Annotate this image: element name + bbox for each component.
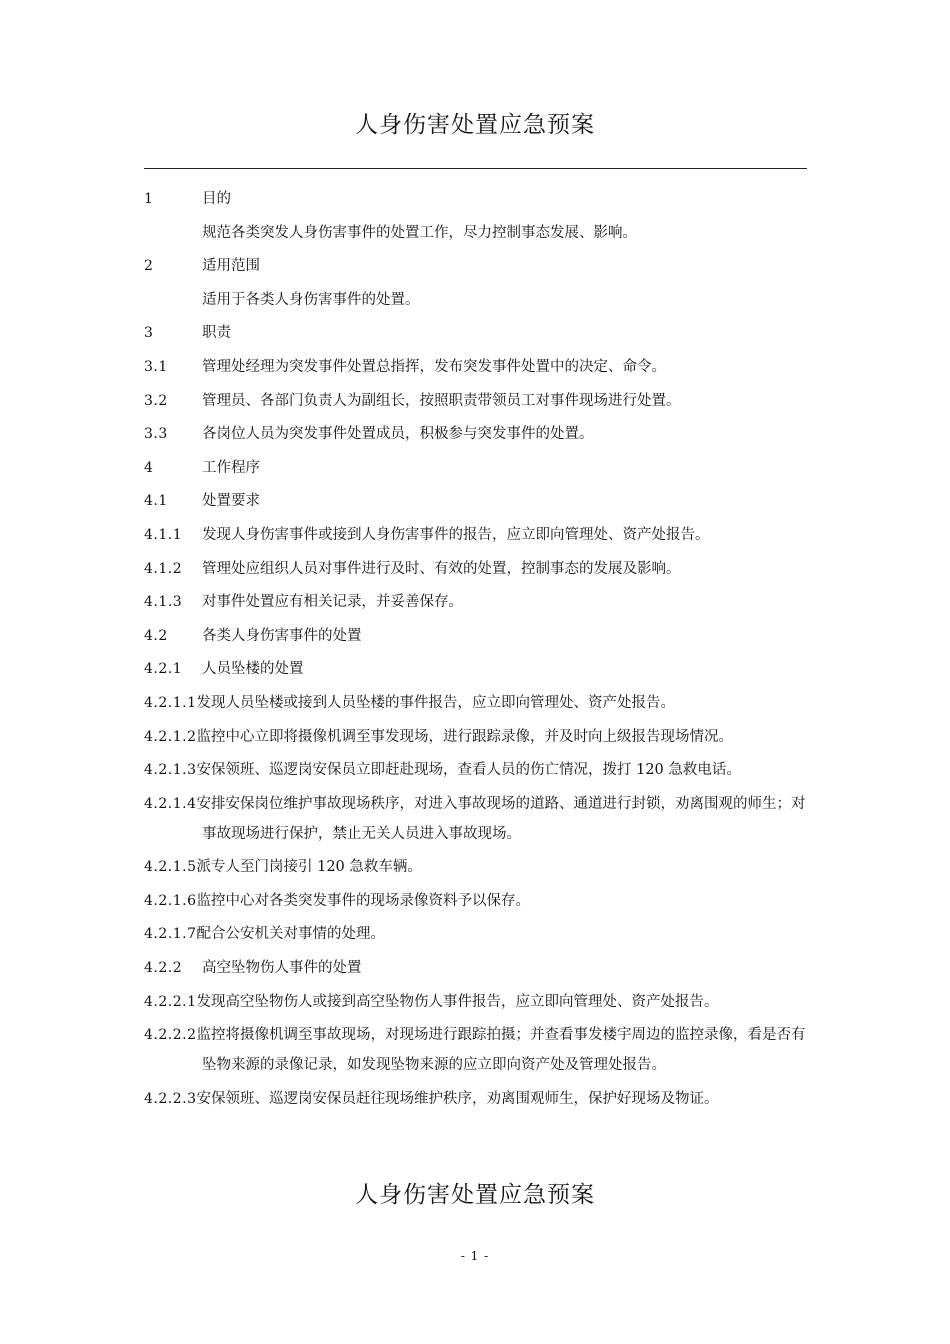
- section-text: 目的: [202, 191, 231, 207]
- section-line: [144, 520, 807, 550]
- section-line: [144, 554, 807, 584]
- section-number: 3.2: [144, 392, 168, 409]
- section-text: 发现高空坠物伤人或接到高空坠物伤人事件报告，应立即向管理处、资产处报告。: [196, 993, 719, 1010]
- section-line: [144, 1020, 807, 1080]
- document-title: 人身伤害处置应急预案: [355, 112, 595, 138]
- section-line: [144, 886, 807, 916]
- section-number: 4.2.1.3: [144, 762, 197, 779]
- section-line: [144, 251, 807, 281]
- section-text: 发现人员坠楼或接到人员坠楼的事件报告，应立即向管理处、资产处报告。: [196, 694, 675, 711]
- section-number: 4.2.2.3: [144, 1090, 197, 1107]
- section-text: 处置要求: [202, 493, 260, 510]
- section-line: [144, 486, 807, 516]
- section-line: [144, 919, 807, 949]
- section-line: [144, 218, 807, 248]
- section-line: [144, 1084, 807, 1114]
- section-text: 安排安保岗位维护事故现场秩序，对进入事故现场的道路、通道进行封锁，劝离围观的师生；对事故现场进行保护，禁止无关人员进入事故现场。: [196, 795, 806, 842]
- section-number: 4.1.1: [144, 526, 183, 543]
- section-number: 3.3: [144, 426, 168, 443]
- section-number: 4.2.1.5: [144, 859, 197, 876]
- section-text: 人员坠楼的处置: [202, 661, 304, 678]
- section-line: [144, 688, 807, 718]
- section-number: 4.2.2.1: [144, 993, 197, 1010]
- section-number: 4.2: [144, 627, 168, 644]
- section-number: 4.2.2.2: [144, 1027, 197, 1044]
- section-text: 安保领班、巡逻岗安保员立即赶赴现场，查看人员的伤亡情况，拨打 120 急救电话。: [196, 762, 741, 779]
- section-text: 安保领班、巡逻岗安保员赶往现场维护秩序，劝离围观师生，保护好现场及物证。: [196, 1090, 719, 1107]
- section-text: 规范各类突发人身伤害事件的处置工作，尽力控制事态发展、影响。: [202, 224, 637, 241]
- section-line: [144, 587, 807, 617]
- section-number: 4.2.1.4: [144, 795, 197, 812]
- section-number: 4.1.3: [144, 594, 183, 611]
- section-line: [144, 419, 807, 449]
- section-line: [144, 285, 807, 315]
- section-line: [144, 987, 807, 1017]
- document-body: [144, 184, 807, 1117]
- section-line: [144, 755, 807, 785]
- section-number: 4.2.2: [144, 960, 183, 977]
- section-text: 配合公安机关对事情的处理。: [196, 926, 385, 943]
- section-number: 1: [144, 191, 154, 207]
- section-line: [144, 453, 807, 483]
- section-number: 4.1: [144, 493, 168, 510]
- section-line: [144, 386, 807, 416]
- section-number: 2: [144, 258, 154, 275]
- section-text: 管理处经理为突发事件处置总指挥，发布突发事件处置中的决定、命令。: [202, 358, 666, 375]
- page-number: - 1 -: [460, 1249, 490, 1263]
- section-number: 4.2.1.2: [144, 728, 197, 745]
- section-text: 管理处应组织人员对事件进行及时、有效的处置，控制事态的发展及影响。: [202, 560, 681, 577]
- document-title-repeat: 人身伤害处置应急预案: [355, 1182, 595, 1208]
- section-number: 4.2.1: [144, 661, 183, 678]
- section-text: 管理员、各部门负责人为副组长，按照职责带领员工对事件现场进行处置。: [202, 392, 681, 409]
- section-line: [144, 352, 807, 382]
- section-text: 各类人身伤害事件的处置: [202, 627, 362, 644]
- section-number: 4.1.2: [144, 560, 183, 577]
- title-divider: [144, 168, 807, 169]
- section-text: 适用范围: [202, 258, 260, 275]
- section-number: 4.2.1.1: [144, 694, 197, 711]
- section-line: [144, 318, 807, 348]
- section-text: 监控中心对各类突发事件的现场录像资料予以保存。: [196, 892, 530, 909]
- section-text: 发现人身伤害事件或接到人身伤害事件的报告，应立即向管理处、资产处报告。: [202, 526, 710, 543]
- section-text: 高空坠物伤人事件的处置: [202, 960, 362, 977]
- section-line: [144, 654, 807, 684]
- section-text: 对事件处置应有相关记录，并妥善保存。: [202, 594, 463, 611]
- section-text: 各岗位人员为突发事件处置成员，积极参与突发事件的处置。: [202, 426, 594, 443]
- section-text: 监控中心立即将摄像机调至事发现场，进行跟踪录像，并及时向上级报告现场情况。: [196, 728, 733, 745]
- section-line: [144, 852, 807, 882]
- section-text: 工作程序: [202, 459, 260, 476]
- section-text: 监控将摄像机调至事故现场，对现场进行跟踪拍摄；并查看事发楼宇周边的监控录像，看是否有坠物来源的录像记录，如发现坠物来源的应立即向资产处及管理处报告。: [196, 1027, 806, 1074]
- section-number: 4.2.1.6: [144, 892, 197, 909]
- section-line: [144, 184, 807, 214]
- section-line: [144, 722, 807, 752]
- section-number: 3: [144, 325, 154, 342]
- section-text: 职责: [202, 325, 231, 342]
- section-number: 3.1: [144, 358, 168, 375]
- section-text: 派专人至门岗接引 120 急救车辆。: [196, 859, 422, 876]
- section-text: 适用于各类人身伤害事件的处置。: [202, 291, 420, 308]
- section-line: [144, 789, 807, 849]
- section-line: [144, 953, 807, 983]
- section-number: 4: [144, 459, 154, 476]
- section-number: 4.2.1.7: [144, 926, 197, 943]
- section-line: [144, 621, 807, 651]
